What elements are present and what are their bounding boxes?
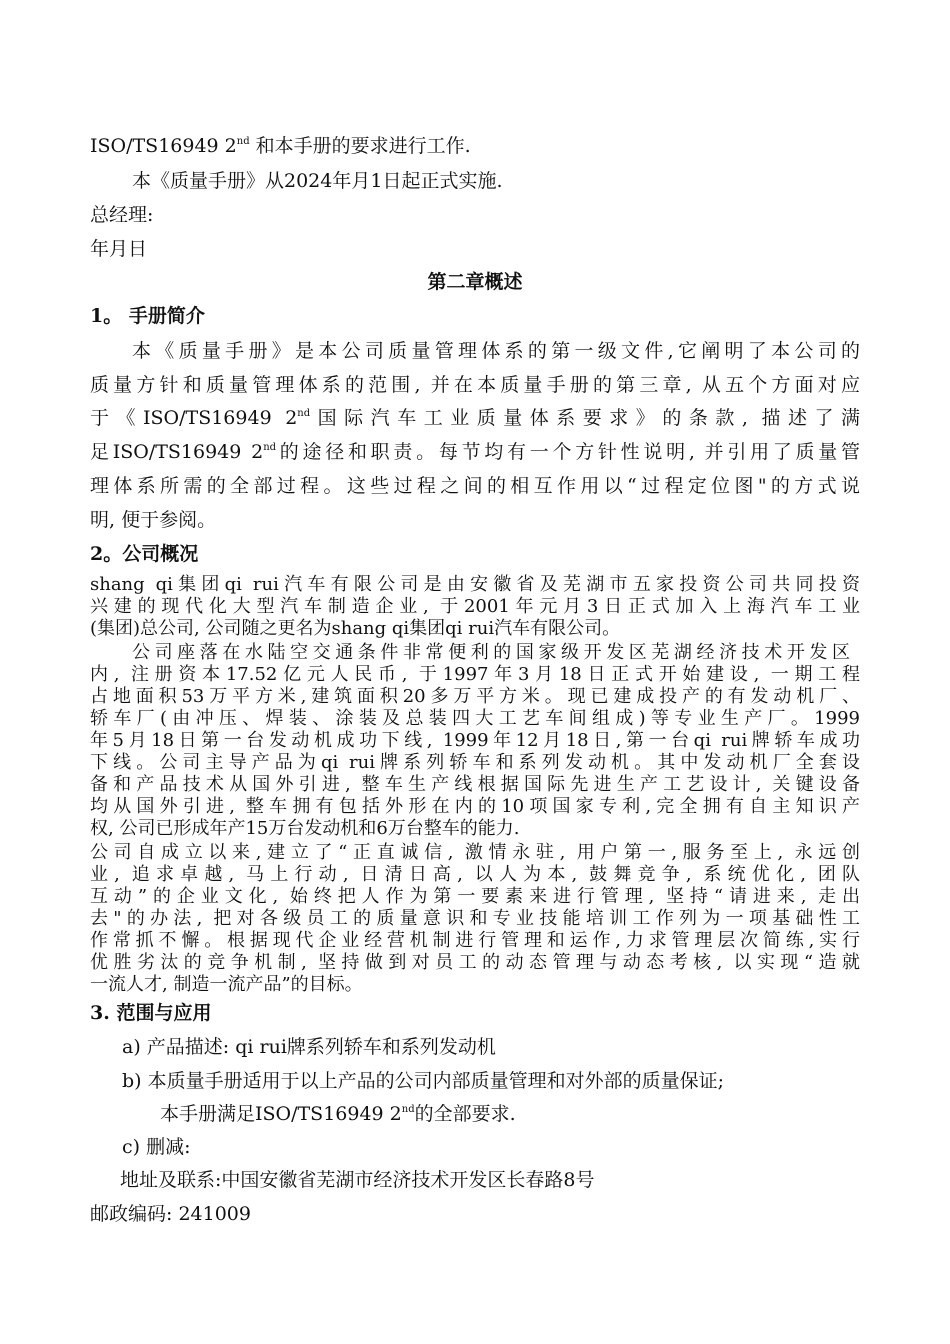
text-span: 国际汽车工业质量体系要求》的条款, 描述了满	[310, 407, 860, 429]
section1-heading: 1。 手册简介	[90, 305, 205, 327]
section2-line: 年5月18日第一台发动机成功下线, 1999年12月18日,第一台qi rui牌轿车成功	[90, 730, 860, 751]
section2-line: 互动”的企业文化, 始终把人作为第一要素来进行管理, 坚持“请进来, 走出	[90, 886, 860, 907]
section3-item-b: b) 本质量手册适用于以上产品的公司内部质量管理和对外部的质量保证;	[122, 1070, 725, 1092]
section2-line: 均从国外引进, 整车拥有包括外形在内的10项国家专利,完全拥有自主知识产	[90, 796, 860, 817]
section2-line: 去"的办法, 把对各级员工的质量意识和专业技能培训工作列为一项基础性工	[90, 908, 860, 929]
section3-item-b-continued	[160, 1101, 516, 1127]
section1-paragraph-line: 理体系所需的全部过程。这些过程之间的相互作用以“过程定位图"的方式说	[90, 475, 860, 497]
general-manager-label: 总经理:	[90, 204, 154, 226]
section2-line: 公司自成立以来,建立了“正直诚信, 激情永驻, 用户第一,服务至上, 永远创	[90, 842, 860, 863]
section2-line: 优胜劣汰的竞争机制, 坚持做到对员工的动态管理与动态考核, 以实现“造就	[90, 952, 860, 973]
intro-line-standard	[90, 133, 471, 159]
section1-paragraph-line: 明, 便于参阅。	[90, 509, 217, 531]
postcode-line: 邮政编码: 241009	[90, 1203, 251, 1225]
intro-line-effective-date: 本《质量手册》从2024年月1日起正式实施.	[132, 170, 503, 192]
section3-item-c: c) 删减:	[122, 1136, 191, 1158]
section2-line: 作常抓不懈。根据现代企业经营机制进行管理和运作,力求管理层次简练,实行	[90, 930, 860, 951]
section2-line: 权, 公司已形成年产15万台发动机和6万台整车的能力.	[90, 818, 520, 839]
section2-line: (集团)总公司, 公司随之更名为shang qi集团qi rui汽车有限公司。	[90, 618, 621, 639]
section1-paragraph-line: 本《质量手册》是本公司质量管理体系的第一级文件,它阐明了本公司的	[132, 340, 860, 362]
section2-line: 下线。公司主导产品为qi rui牌系列轿车和系列发动机。其中发动机厂全套设	[90, 752, 860, 773]
superscript: nd	[263, 442, 277, 453]
section1-paragraph-line	[90, 405, 860, 431]
superscript: nd	[401, 1104, 415, 1115]
section2-line: 内, 注册资本17.52亿元人民币, 于1997年3月18日正式开始建设, 一期工程	[90, 664, 860, 685]
text-span: 的途径和职责。每节均有一个方针性说明, 并引用了质量管	[276, 441, 860, 463]
date-label: 年月日	[90, 238, 148, 260]
text-span: 于《ISO/TS16949 2	[90, 407, 298, 429]
chapter-title: 第二章概述	[427, 271, 523, 293]
text-span: 足ISO/TS16949 2	[90, 441, 264, 463]
text-span: ISO/TS16949 2	[90, 135, 237, 157]
section1-paragraph-line	[90, 439, 860, 465]
section3-heading: 3. 范围与应用	[90, 1002, 212, 1024]
section2-line: 业, 追求卓越, 马上行动, 日清日高, 以人为本, 鼓舞竞争, 系统优化, 团队	[90, 864, 860, 885]
text-span: 的全部要求.	[414, 1103, 516, 1125]
text-span: 本手册满足ISO/TS16949 2	[160, 1103, 402, 1125]
section2-heading: 2。公司概况	[90, 543, 199, 565]
superscript: nd	[297, 408, 311, 419]
address-line: 地址及联系:中国安徽省芜湖市经济技术开发区长春路8号	[120, 1169, 595, 1191]
section2-line: 备和产品技术从国外引进, 整车生产线根据国际先进生产工艺设计, 关键设备	[90, 774, 860, 795]
section2-line: 公司座落在水陆空交通条件非常便利的国家级开发区芜湖经济技术开发区	[132, 642, 850, 663]
section2-line: 占地面积53万平方米,建筑面积20多万平方米。现已建成投产的有发动机厂、	[90, 686, 860, 707]
section1-paragraph-line: 质量方针和质量管理体系的范围, 并在本质量手册的第三章, 从五个方面对应	[90, 374, 860, 396]
superscript: nd	[236, 136, 250, 147]
section3-item-a: a) 产品描述: qi rui牌系列轿车和系列发动机	[122, 1036, 496, 1058]
section2-line: 兴建的现代化大型汽车制造企业, 于2001年元月3日正式加入上海汽车工业	[90, 596, 860, 617]
section2-line: 轿车厂(由冲压、焊装、涂装及总装四大工艺车间组成)等专业生产厂。1999	[90, 708, 860, 729]
text-span: 和本手册的要求进行工作.	[249, 135, 471, 157]
section2-line: 一流人才, 制造一流产品”的目标。	[90, 974, 363, 995]
section2-line: shang qi集团qi rui汽车有限公司是由安徽省及芜湖市五家投资公司共同投资	[90, 574, 860, 595]
